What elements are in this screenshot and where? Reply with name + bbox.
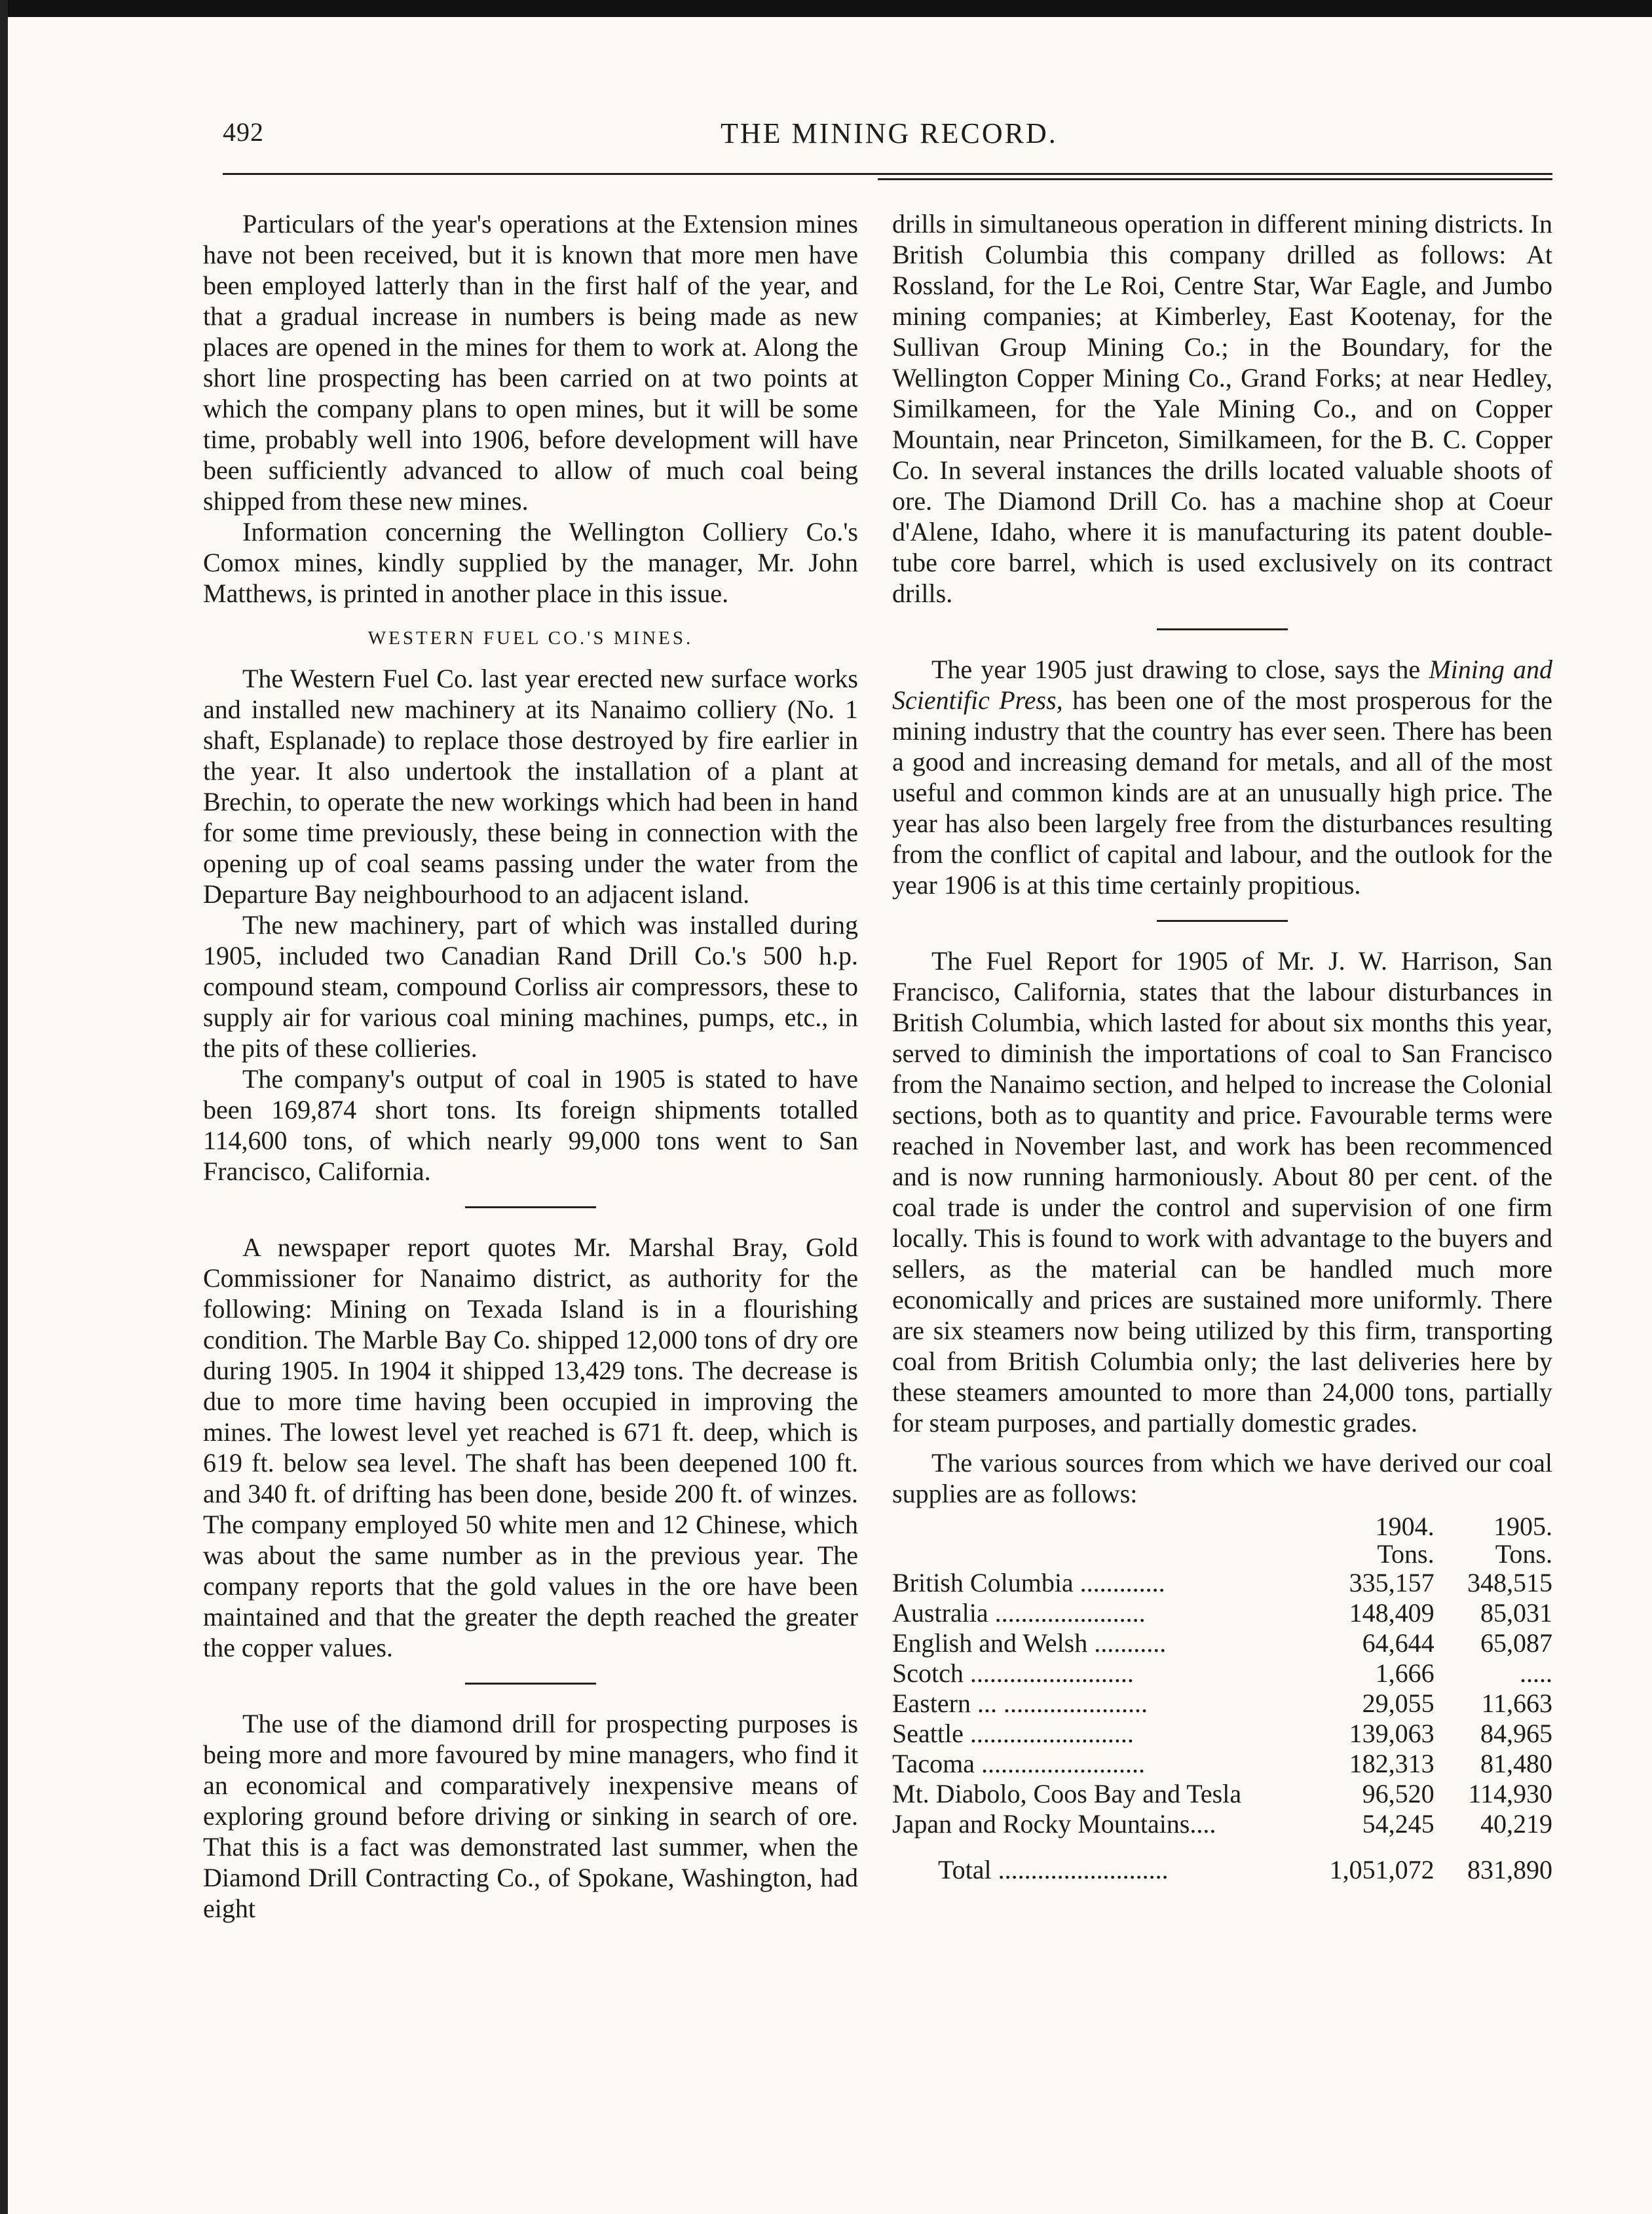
table-unit-row: [892, 1540, 1552, 1568]
page-edge: [0, 0, 8, 2214]
value-1904: 148,409: [1349, 1598, 1435, 1628]
page-header: [223, 117, 1552, 162]
table-row: [892, 1628, 1552, 1658]
journal-title: THE MINING RECORD.: [721, 117, 1058, 149]
paragraph-year-1905: [892, 654, 1552, 900]
left-column: [203, 208, 858, 1924]
value-1905: 40,219: [1480, 1809, 1552, 1839]
page-number: 492: [223, 117, 264, 147]
value-1904: 64,644: [1362, 1628, 1435, 1658]
total-label: Total ..........................: [938, 1855, 1169, 1884]
section-heading-western-fuel: WESTERN FUEL CO.'S MINES.: [367, 628, 694, 649]
value-1905: 114,930: [1468, 1779, 1552, 1808]
coal-sources-table: [892, 1513, 1552, 1885]
value-1905: .....: [1520, 1658, 1552, 1688]
table-row: [892, 1568, 1552, 1598]
header-rule-double: [878, 178, 1552, 180]
table-row: [892, 1719, 1552, 1749]
publication-title: Mining and Scientific Press,: [892, 655, 1553, 715]
source-cell: British Columbia .............: [892, 1568, 1165, 1597]
right-column: [892, 208, 1552, 1885]
text-run: has been one of the most prosperous for the mining industry that the country has ever seen. There has been a good and increasing demand for metals, and all of the most useful and common kinds are at an unusually high price. The year has also been largely free from the disturbances resulting from the conflict of capital and labour, and the outlook for the year 1906 is at this time certainly propitious.: [892, 685, 1552, 900]
paragraph-wellington-colliery: Information concerning the Wellington Colliery Co.'s Comox mines, kindly supplied by the manager, Mr. John Matthews, is printed in another place in this issue.: [203, 517, 858, 608]
value-1904: 29,055: [1362, 1689, 1435, 1718]
value-1905: 11,663: [1481, 1689, 1552, 1718]
value-1904: 54,245: [1362, 1809, 1435, 1839]
source-cell: Japan and Rocky Mountains....: [892, 1809, 1216, 1839]
total-1905: 831,890: [1467, 1855, 1552, 1884]
source-cell: Tacoma .........................: [892, 1749, 1146, 1778]
value-1905: 65,087: [1480, 1628, 1552, 1658]
value-1905: 81,480: [1480, 1749, 1552, 1778]
table-row: [892, 1598, 1552, 1628]
paragraph-new-machinery: The new machinery, part of which was installed during 1905, included two Canadian Rand Drill Co.'s 500 h.p. compound steam, compound Corliss air compressors, these to supply air for various coal mining machines, pumps, etc., in the pits of these collieries.: [203, 910, 858, 1063]
source-cell: Scotch .........................: [892, 1658, 1134, 1688]
paragraph-fuel-report: The Fuel Report for 1905 of Mr. J. W. Harrison, San Francisco, California, states that the labour disturbances in British Columbia, which lasted for about six months this year, served to diminish the importations of coal to San Francisco from the Nanaimo section, and helped to increase the Colonial sections, both as to quantity and price. Favourable terms were reached in November last, and work has been recommenced and is now running harmoniously. About 80 per cent. of the coal trade is under the control and supervision of one firm locally. This is found to work with advantage to the buyers and sellers, as the material can be handled much more economically and prices are sustained more uniformly. There are six steamers now being utilized by this firm, transporting coal from British Columbia only; the last deliveries here by these steamers amounted to more than 24,000 tons, partially for steam purposes, and partially domestic grades.: [892, 946, 1552, 1438]
value-1904: 139,063: [1349, 1719, 1435, 1748]
table-row: [892, 1749, 1552, 1779]
source-cell: Seattle .........................: [892, 1719, 1134, 1748]
paragraph-texada-island: A newspaper report quotes Mr. Marshal Bray, Gold Commissioner for Nanaimo district, as authority for the following: Mining on Texada Island is in a flourishing condition. The Marble Bay Co. shipped 12,000 tons of dry ore during 1905. In 1904 it shipped 13,429 tons. The decrease is due to more time having been occupied in improving the mines. The lowest level yet reached is 671 ft. deep, which is 619 ft. below sea level. The shaft has been deepened 100 ft. and 340 ft. of drifting has been done, beside 200 ft. of winzes. The company employed 50 white men and 12 Chinese, which was about the same number as in the previous year. The company reports that the gold values in the ore have been maintained and that the greater the depth reached the greater the copper values.: [203, 1232, 858, 1662]
value-1904: 335,157: [1349, 1568, 1435, 1597]
value-1905: 348,515: [1467, 1568, 1552, 1597]
paragraph-drill-continuation: drills in simultaneous operation in different mining districts. In British Columbia this company drilled as follows: At Rossland, for the Le Roi, Centre Star, War Eagle, and Jumbo mining companies; at Kimberley, East Kootenay, for the Sullivan Group Mining Co.; in the Boundary, for the Wellington Copper Mining Co., Grand Forks; at near Hedley, Similkameen, for the Yale Mining Co., and on Copper Mountain, near Princeton, Similkameen, for the B. C. Copper Co. In several instances the drills located valuable shoots of ore. The Diamond Drill Co. has a machine shop at Coeur d'Alene, Idaho, where it is manufacturing its patent double-tube core barrel, which is used exclusively on its contract drills.: [892, 209, 1552, 608]
value-1904: 96,520: [1362, 1779, 1435, 1808]
table-row: [892, 1809, 1552, 1839]
paragraph-western-fuel-works: The Western Fuel Co. last year erected new surface works and installed new machinery at its Nanaimo colliery (No. 1 shaft, Esplanade) to replace those destroyed by fire earlier in the year. It also undertook the installation of a plant at Brechin, to operate the new workings which had been in hand for some time previously, these being in connection with the opening up of coal seams passing under the water from the Departure Bay neighbourhood to an adjacent island.: [203, 664, 858, 909]
total-1904: 1,051,072: [1329, 1855, 1435, 1884]
section-separator: [465, 1206, 596, 1208]
value-1904: 1,666: [1375, 1658, 1435, 1688]
value-1905: 84,965: [1480, 1719, 1552, 1748]
source-cell: Eastern ... ......................: [892, 1689, 1148, 1718]
column-unit-1904: Tons.: [1377, 1539, 1435, 1569]
section-separator: [1157, 920, 1288, 922]
value-1904: 182,313: [1349, 1749, 1435, 1778]
text-run: The year 1905 just drawing to close, says the: [931, 655, 1429, 684]
paragraph-diamond-drill: The use of the diamond drill for prospecting purposes is being more and more favoured by mine managers, who find it an economical and comparatively inexpensive means of exploring ground before driving or sinking in search of ore. That this is a fact was demonstrated last summer, when the Diamond Drill Contracting Co., of Spokane, Washington, had eight: [203, 1709, 858, 1923]
column-header-1904: 1904.: [1375, 1512, 1435, 1541]
section-separator: [1157, 628, 1288, 630]
paragraph-coal-sources-intro: The various sources from which we have derived our coal supplies are as follows:: [892, 1448, 1552, 1508]
header-rule: [223, 173, 1552, 175]
paragraph-coal-output: The company's output of coal in 1905 is stated to have been 169,874 short tons. Its foreign shipments totalled 114,600 tons, of which nearly 99,000 tons went to San Francisco, California.: [203, 1064, 858, 1186]
section-separator: [465, 1683, 596, 1685]
paragraph-extension-mines: Particulars of the year's operations at the Extension mines have not been received, but it is known that more men have been employed latterly than in the first half of the year, and that a gradual increase in numbers is being made as new places are opened in the mines for them to work at. Along the short line prospecting has been carried on at two points at which the company plans to open mines, but it will be some time, probably well into 1906, before development will have been sufficiently advanced to allow of much coal being shipped from these new mines.: [203, 209, 858, 516]
source-cell: Mt. Diabolo, Coos Bay and Tesla: [892, 1779, 1242, 1808]
source-cell: English and Welsh ...........: [892, 1628, 1167, 1658]
table-row: [892, 1689, 1552, 1719]
top-border-rule: [0, 0, 1652, 17]
value-1905: 85,031: [1480, 1598, 1552, 1628]
table-total-row: [892, 1855, 1552, 1885]
table-header-row: [892, 1513, 1552, 1540]
column-header-1905: 1905.: [1493, 1512, 1552, 1541]
column-unit-1905: Tons.: [1495, 1539, 1552, 1569]
source-cell: Australia .......................: [892, 1598, 1146, 1628]
table-row: [892, 1658, 1552, 1689]
table-row: [892, 1779, 1552, 1809]
